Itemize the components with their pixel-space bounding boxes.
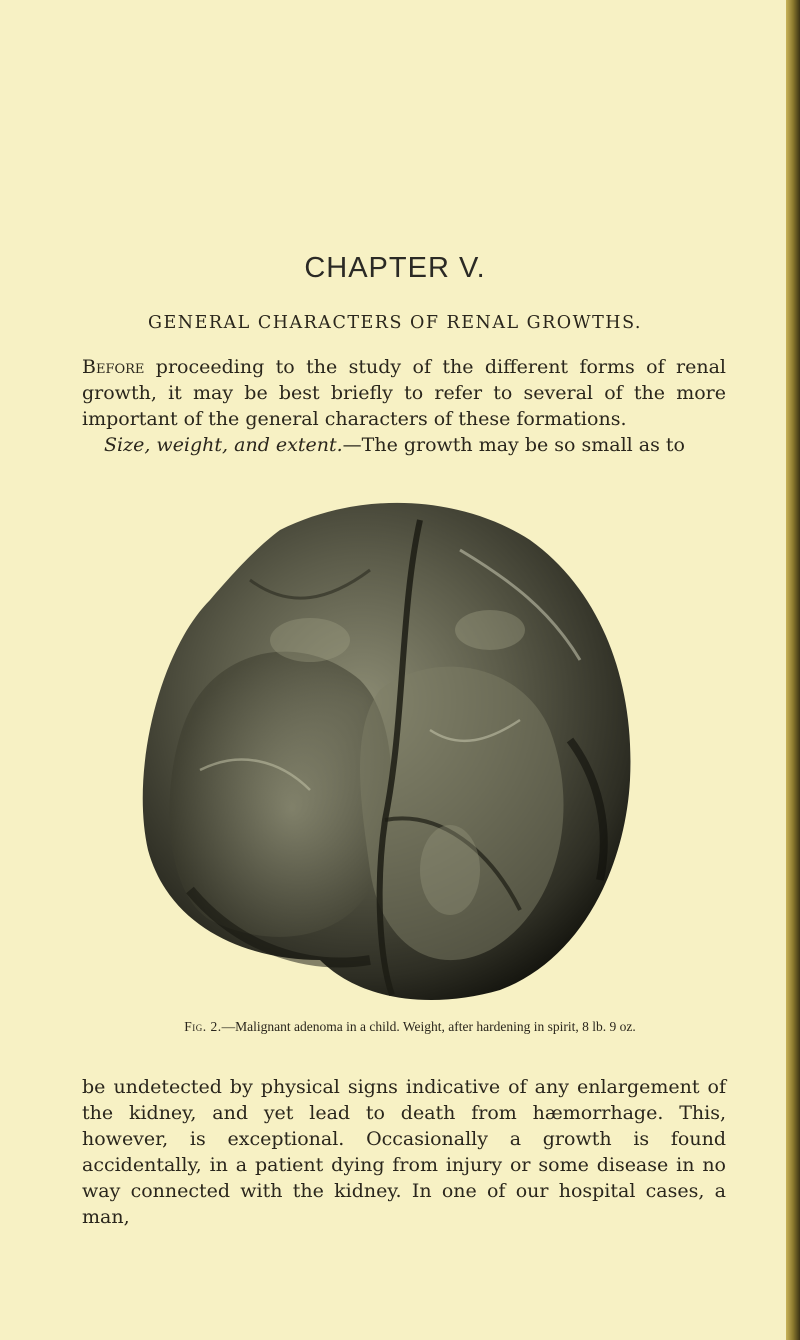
figure-caption-text: —Malignant adenoma in a child. Weight, after hardening in spirit, 8 lb. 9 oz. xyxy=(221,1019,636,1034)
chapter-title: CHAPTER V. xyxy=(304,252,486,284)
intro-lead-word: Before xyxy=(82,356,145,378)
figure-label: Fig. 2. xyxy=(184,1019,222,1034)
continuation-text: be undetected by physical signs indicative of any enlargement of the kidney, and yet lead to death from hæmorrhage. This, however, is exceptional. Occasionally a growth is found accidentally, in a patient dying from injury or some disease in no way connected with the kidney. In one of our hospital cases, a man, xyxy=(82,1076,726,1228)
size-heading: Size, weight, and extent. xyxy=(104,434,343,456)
size-paragraph xyxy=(82,432,726,458)
section-title: GENERAL CHARACTERS OF RENAL GROWTHS. xyxy=(148,313,642,333)
tumor-illustration xyxy=(130,490,646,1002)
figure-caption xyxy=(150,1017,670,1036)
size-text: —The growth may be so small as to xyxy=(342,434,685,456)
opening-paragraphs xyxy=(82,354,726,458)
tumor-drawing xyxy=(130,490,646,1002)
page-edge xyxy=(786,0,800,1340)
intro-text: proceeding to the study of the different forms of renal growth, it may be best briefly to refer to several of the more important of the general characters of these formations. xyxy=(82,356,726,430)
intro-paragraph xyxy=(82,354,726,432)
continuation-paragraph xyxy=(82,1074,726,1230)
